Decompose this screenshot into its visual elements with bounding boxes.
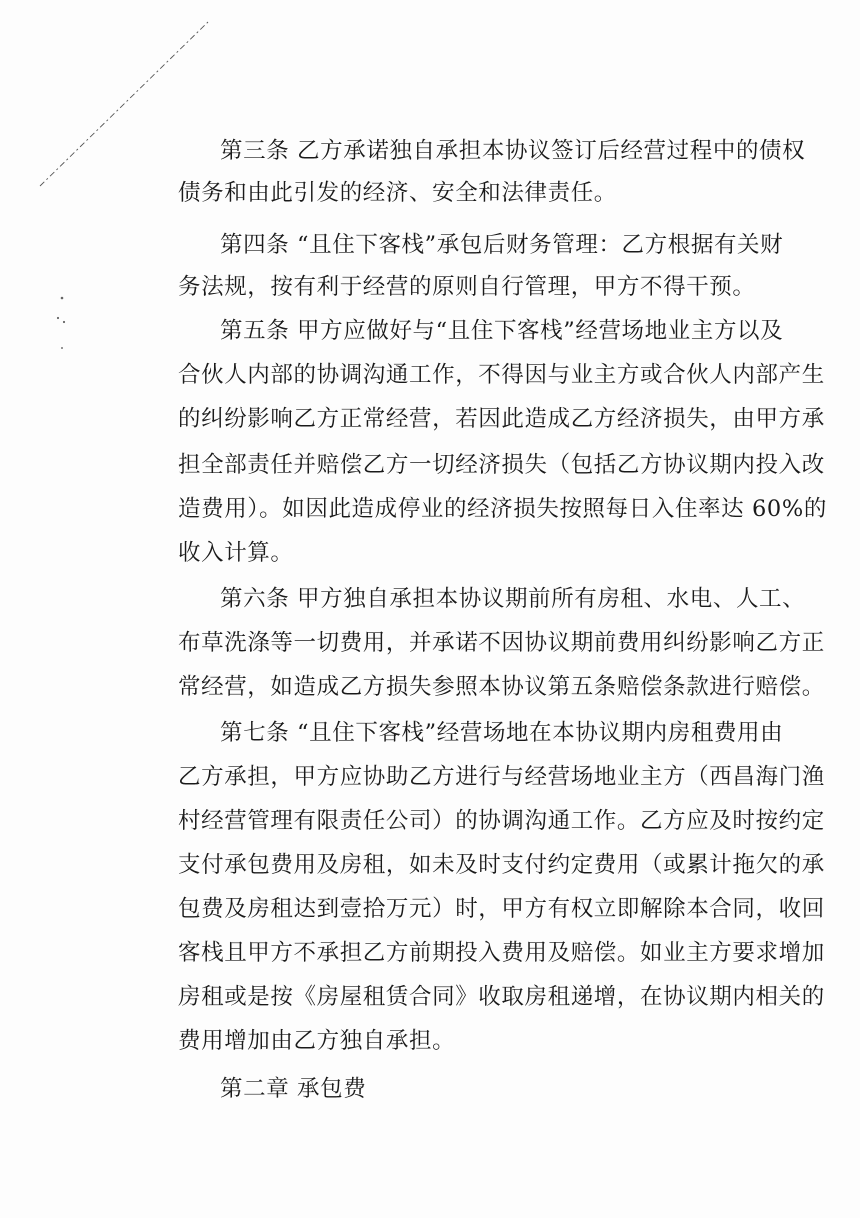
margin-dot [63, 321, 65, 323]
clause-5-line-4: 担全部责任并赔偿乙方一切经济损失（包括乙方协议期内投入改 [178, 452, 825, 478]
clause-7-line-6: 客栈且甲方不承担乙方前期投入费用及赔偿。如业主方要求增加 [178, 940, 825, 966]
clause-7-line-5: 包费及房租达到壹拾万元）时，甲方有权立即解除本合同，收回 [178, 896, 825, 922]
clause-7-line-3: 村经营管理有限责任公司）的协调沟通工作。乙方应及时按约定 [178, 808, 825, 834]
clause-4-line-1: 第四条 “且住下客栈”承包后财务管理：乙方根据有关财 [220, 232, 784, 258]
pen-stroke-mark [40, 22, 208, 186]
margin-dot [61, 297, 64, 300]
clause-5-line-1: 第五条 甲方应做好与“且住下客栈”经营场地业主方以及 [220, 318, 784, 344]
clause-7-line-1: 第七条 “且住下客栈”经营场地在本协议期内房租费用由 [220, 720, 784, 746]
clause-7-line-2: 乙方承担，甲方应协助乙方进行与经营场地业主方（西昌海门渔 [178, 764, 825, 790]
clause-7-line-7: 房租或是按《房屋租赁合同》收取房租递增，在协议期内相关的 [178, 984, 825, 1010]
clause-5-line-6: 收入计算。 [178, 540, 294, 566]
clause-5-line-3: 的纠纷影响乙方正常经营，若因此造成乙方经济损失，由甲方承 [178, 406, 825, 432]
chapter-2-heading: 第二章 承包费 [220, 1076, 367, 1102]
margin-dot [61, 347, 63, 349]
clause-7-line-4: 支付承包费用及房租，如未及时支付约定费用（或累计拖欠的承 [178, 852, 825, 878]
clause-6-line-3: 常经营，如造成乙方损失参照本协议第五条赔偿条款进行赔偿。 [178, 674, 825, 700]
clause-6-line-1: 第六条 甲方独自承担本协议期前所有房租、水电、人工、 [220, 586, 806, 612]
margin-dot [57, 317, 59, 319]
clause-3-line-2: 债务和由此引发的经济、安全和法律责任。 [178, 180, 617, 206]
clause-5-line-2: 合伙人内部的协调沟通工作，不得因与业主方或合伙人内部产生 [178, 362, 825, 388]
clause-4-line-2: 务法规，按有利于经营的原则自行管理，甲方不得干预。 [178, 274, 756, 300]
clause-6-line-2: 布草洗涤等一切费用，并承诺不因协议期前费用纠纷影响乙方正 [178, 630, 825, 656]
clause-7-line-8: 费用增加由乙方独自承担。 [178, 1028, 456, 1054]
clause-5-line-5: 造费用）。如因此造成停业的经济损失按照每日入住率达 60%的 [178, 496, 827, 522]
clause-3-line-1: 第三条 乙方承诺独自承担本协议签订后经营过程中的债权 [220, 138, 806, 164]
